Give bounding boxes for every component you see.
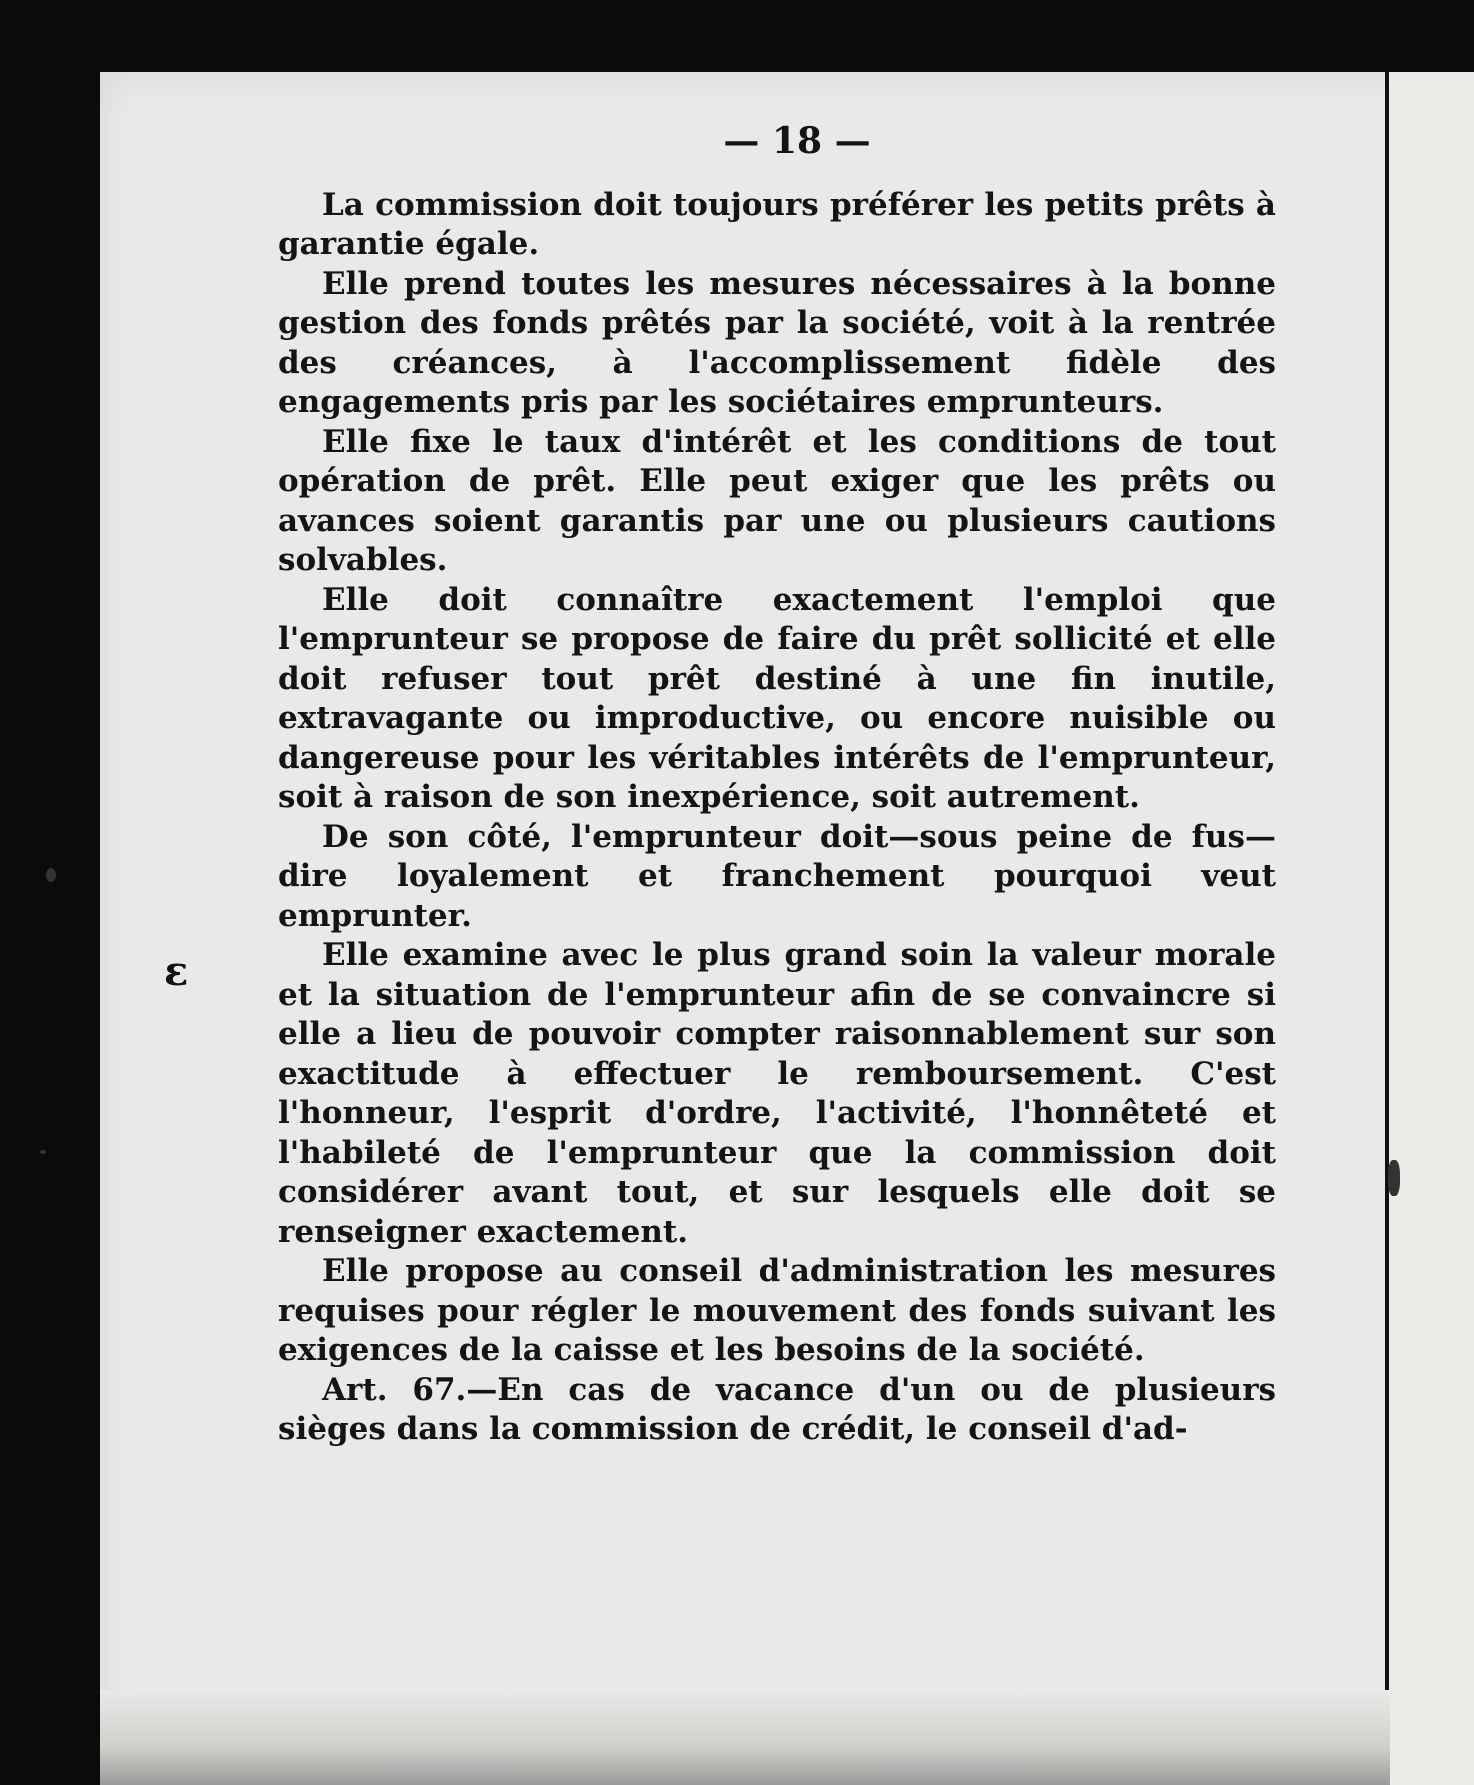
ink-speck (40, 1150, 46, 1154)
adjacent-page-edge (1385, 72, 1474, 1785)
paragraph: De son côté, l'emprunteur doit—sous peine de fus—dire loyalement et franchement pourquoi veut emprunter. (278, 818, 1276, 934)
ink-speck (1388, 1160, 1400, 1196)
paragraph: Elle propose au conseil d'administration les mesures requises pour régler le mouvement des fonds suivant les exigences de la caisse et les besoins de la société. (278, 1253, 1276, 1368)
ink-speck (46, 868, 56, 882)
paragraph: Art. 67.—En cas de vacance d'un ou de plusieurs sièges dans la commission de crédit, le conseil d'ad- (278, 1371, 1276, 1447)
paragraph: La commission doit toujours préférer les petits prêts à garantie égale. (278, 186, 1276, 262)
margin-annotation: ɛ (164, 948, 189, 995)
page-number: — 18 — (723, 120, 871, 162)
paragraph: Elle prend toutes les mesures nécessaires à la bonne gestion des fonds prêtés par la société, voit à la rentrée des créances, à l'accomplissement fidèle des engagements pris par les sociétaires emprunteurs. (278, 265, 1276, 420)
paragraph: Elle doit connaître exactement l'emploi que l'emprunteur se propose de faire du prêt sollicité et elle doit refuser tout prêt destiné à une fin inutile, extravagante ou improductive, ou encore nuisible ou dangereuse pour les véritables intérêts de l'emprunteur, soit à raison de son inexpérience, soit autrement. (278, 581, 1276, 815)
page-bottom-shadow (100, 1690, 1390, 1785)
document-body (278, 122, 1276, 1450)
paragraph: Elle fixe le taux d'intérêt et les conditions de tout opération de prêt. Elle peut exiger que les prêts ou avances soient garantis par une ou plusieurs cautions solvables. (278, 423, 1276, 578)
paragraph: Elle examine avec le plus grand soin la valeur morale et la situation de l'emprunteur afin de se convaincre si elle a lieu de pouvoir compter raisonnablement sur son exactitude à effectuer le remboursement. C'est l'honneur, l'esprit d'ordre, l'activité, l'honnêteté et l'habileté de l'emprunteur que la commission doit considérer avant tout, et sur lesquels elle doit se renseigner exactement. (278, 937, 1276, 1250)
